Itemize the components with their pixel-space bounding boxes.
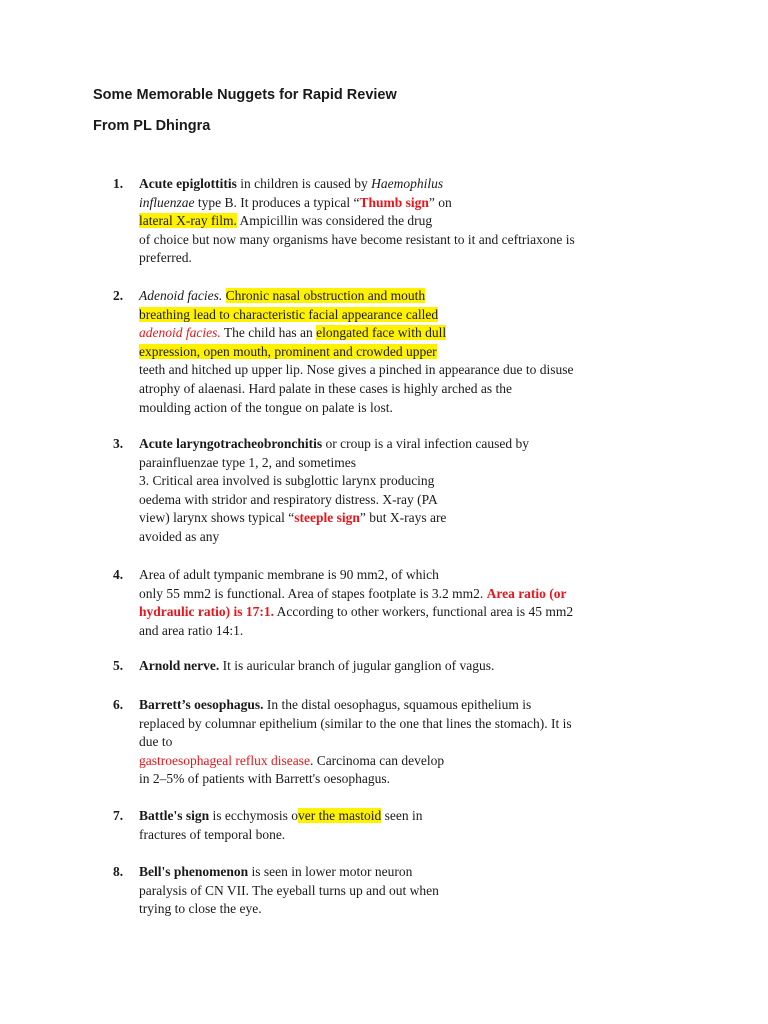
text-segment: Ampicillin was considered the drug: [236, 213, 433, 229]
text-segment: The child has an: [220, 325, 317, 341]
text-segment: trying to close the eye.: [139, 901, 262, 917]
text-segment: hydraulic ratio) is 17:1.: [139, 604, 274, 620]
text-line: [139, 696, 531, 715]
text-line: [139, 807, 423, 826]
list-item-number: 8.: [113, 864, 124, 879]
text-segment: and area ratio 14:1.: [139, 622, 244, 638]
text-line: [139, 454, 356, 473]
text-line: [139, 380, 512, 399]
text-line: [139, 231, 575, 250]
text-segment: According to other workers, functional area is 45 mm2: [274, 604, 574, 620]
text-line: [139, 361, 574, 380]
text-line: [139, 472, 434, 491]
text-line: [139, 175, 443, 194]
text-segment: elongated face with dull: [316, 325, 447, 341]
text-segment: Haemophilus: [371, 176, 444, 191]
text-line: [139, 585, 567, 604]
text-segment: ver the mastoid: [298, 808, 382, 823]
text-line: [139, 509, 446, 528]
text-line: [139, 603, 573, 622]
text-segment: or croup is a viral infection caused by: [322, 436, 530, 451]
page-title: Some Memorable Nuggets for Rapid Review: [93, 87, 397, 103]
text-segment: Adenoid facies.: [139, 288, 223, 303]
text-segment: Thumb sign: [359, 194, 429, 210]
text-segment: lateral X-ray film.: [139, 213, 237, 229]
text-line: [139, 287, 425, 306]
text-segment: of choice but now many organisms have become resistant to it and ceftriaxone is: [139, 231, 575, 247]
text-segment: moulding action of the tongue on palate is lost.: [139, 399, 393, 415]
text-line: [139, 826, 285, 845]
text-segment: ” but X-rays are: [359, 510, 447, 526]
text-segment: In the distal oesophagus, squamous epithelium is: [263, 697, 532, 712]
text-line: [139, 882, 439, 901]
text-segment: atrophy of alaenasi. Hard palate in these cases is highly arched as the: [139, 381, 512, 396]
text-line: [139, 399, 393, 418]
text-segment: due to: [139, 734, 173, 750]
text-line: [139, 863, 412, 882]
text-segment: steeple sign: [294, 510, 360, 526]
list-item-number: 1.: [113, 176, 124, 191]
text-line: [139, 212, 432, 231]
text-segment: oedema with stridor and respiratory distress. X-ray (PA: [139, 491, 438, 507]
text-segment: Chronic nasal obstruction and mouth: [225, 288, 426, 303]
text-line: [139, 770, 390, 789]
list-item-number: 7.: [113, 808, 124, 823]
text-segment: view) larynx shows typical “: [139, 510, 295, 526]
text-segment: replaced by columnar epithelium (similar to the one that lines the stomach). It is: [139, 715, 572, 731]
text-segment: expression, open mouth, prominent and crowded upper: [139, 343, 437, 359]
text-segment: Bell's phenomenon: [139, 864, 249, 879]
text-segment: in 2–5% of patients with Barrett's oesophagus.: [139, 771, 391, 787]
text-segment: teeth and hitched up upper lip. Nose gives a pinched in appearance due to disuse: [139, 362, 574, 378]
text-line: [139, 900, 262, 919]
text-line: [139, 435, 529, 454]
text-segment: breathing lead to characteristic facial appearance called: [139, 306, 439, 322]
text-segment: Battle's sign: [139, 808, 210, 823]
text-segment: only 55 mm2 is functional. Area of stapes footplate is 3.2 mm2.: [139, 585, 487, 601]
text-segment: adenoid facies.: [139, 325, 221, 341]
text-line: [139, 343, 437, 362]
text-segment: fractures of temporal bone.: [139, 826, 286, 842]
text-line: [139, 249, 192, 268]
text-line: [139, 306, 438, 325]
text-line: [139, 733, 172, 752]
text-segment: type B. It produces a typical “: [194, 194, 360, 210]
text-segment: It is auricular branch of jugular ganglion of vagus.: [219, 658, 495, 673]
text-line: [139, 194, 452, 213]
text-segment: parainfluenzae type 1, 2, and sometimes: [139, 454, 357, 470]
text-line: [139, 491, 438, 510]
text-line: [139, 752, 444, 771]
text-segment: . Carcinoma can develop: [309, 752, 445, 768]
text-segment: gastroesophageal reflux disease: [139, 752, 310, 768]
text-segment: Arnold nerve.: [139, 658, 220, 673]
text-line: [139, 622, 243, 641]
list-item-number: 5.: [113, 658, 124, 673]
text-segment: is ecchymosis o: [209, 808, 299, 823]
text-segment: Area ratio (or: [486, 585, 567, 601]
text-line: [139, 715, 572, 734]
text-segment: influenzae: [139, 194, 195, 210]
text-segment: seen in: [381, 808, 423, 823]
list-item-number: 2.: [113, 288, 124, 303]
text-segment: 3. Critical area involved is subglottic larynx producing: [139, 473, 435, 489]
text-segment: in children is caused by: [236, 176, 372, 191]
text-segment: Acute laryngotracheobronchitis: [139, 436, 323, 451]
text-line: [139, 657, 494, 676]
text-line: [139, 528, 219, 547]
text-segment: ” on: [428, 194, 452, 210]
text-segment: Acute epiglottitis: [139, 176, 237, 191]
list-item-number: 3.: [113, 436, 124, 451]
text-segment: preferred.: [139, 250, 192, 266]
list-item-number: 6.: [113, 697, 124, 712]
text-segment: Barrett’s oesophagus.: [139, 697, 264, 712]
page-subtitle: From PL Dhingra: [93, 118, 211, 134]
text-segment: paralysis of CN VII. The eyeball turns up and out when: [139, 882, 439, 898]
text-segment: Area of adult tympanic membrane is 90 mm2, of which: [139, 567, 439, 582]
text-segment: avoided as any: [139, 529, 220, 544]
text-line: [139, 324, 446, 343]
text-segment: is seen in lower motor neuron: [248, 864, 413, 879]
list-item-number: 4.: [113, 567, 124, 582]
text-line: [139, 566, 439, 585]
